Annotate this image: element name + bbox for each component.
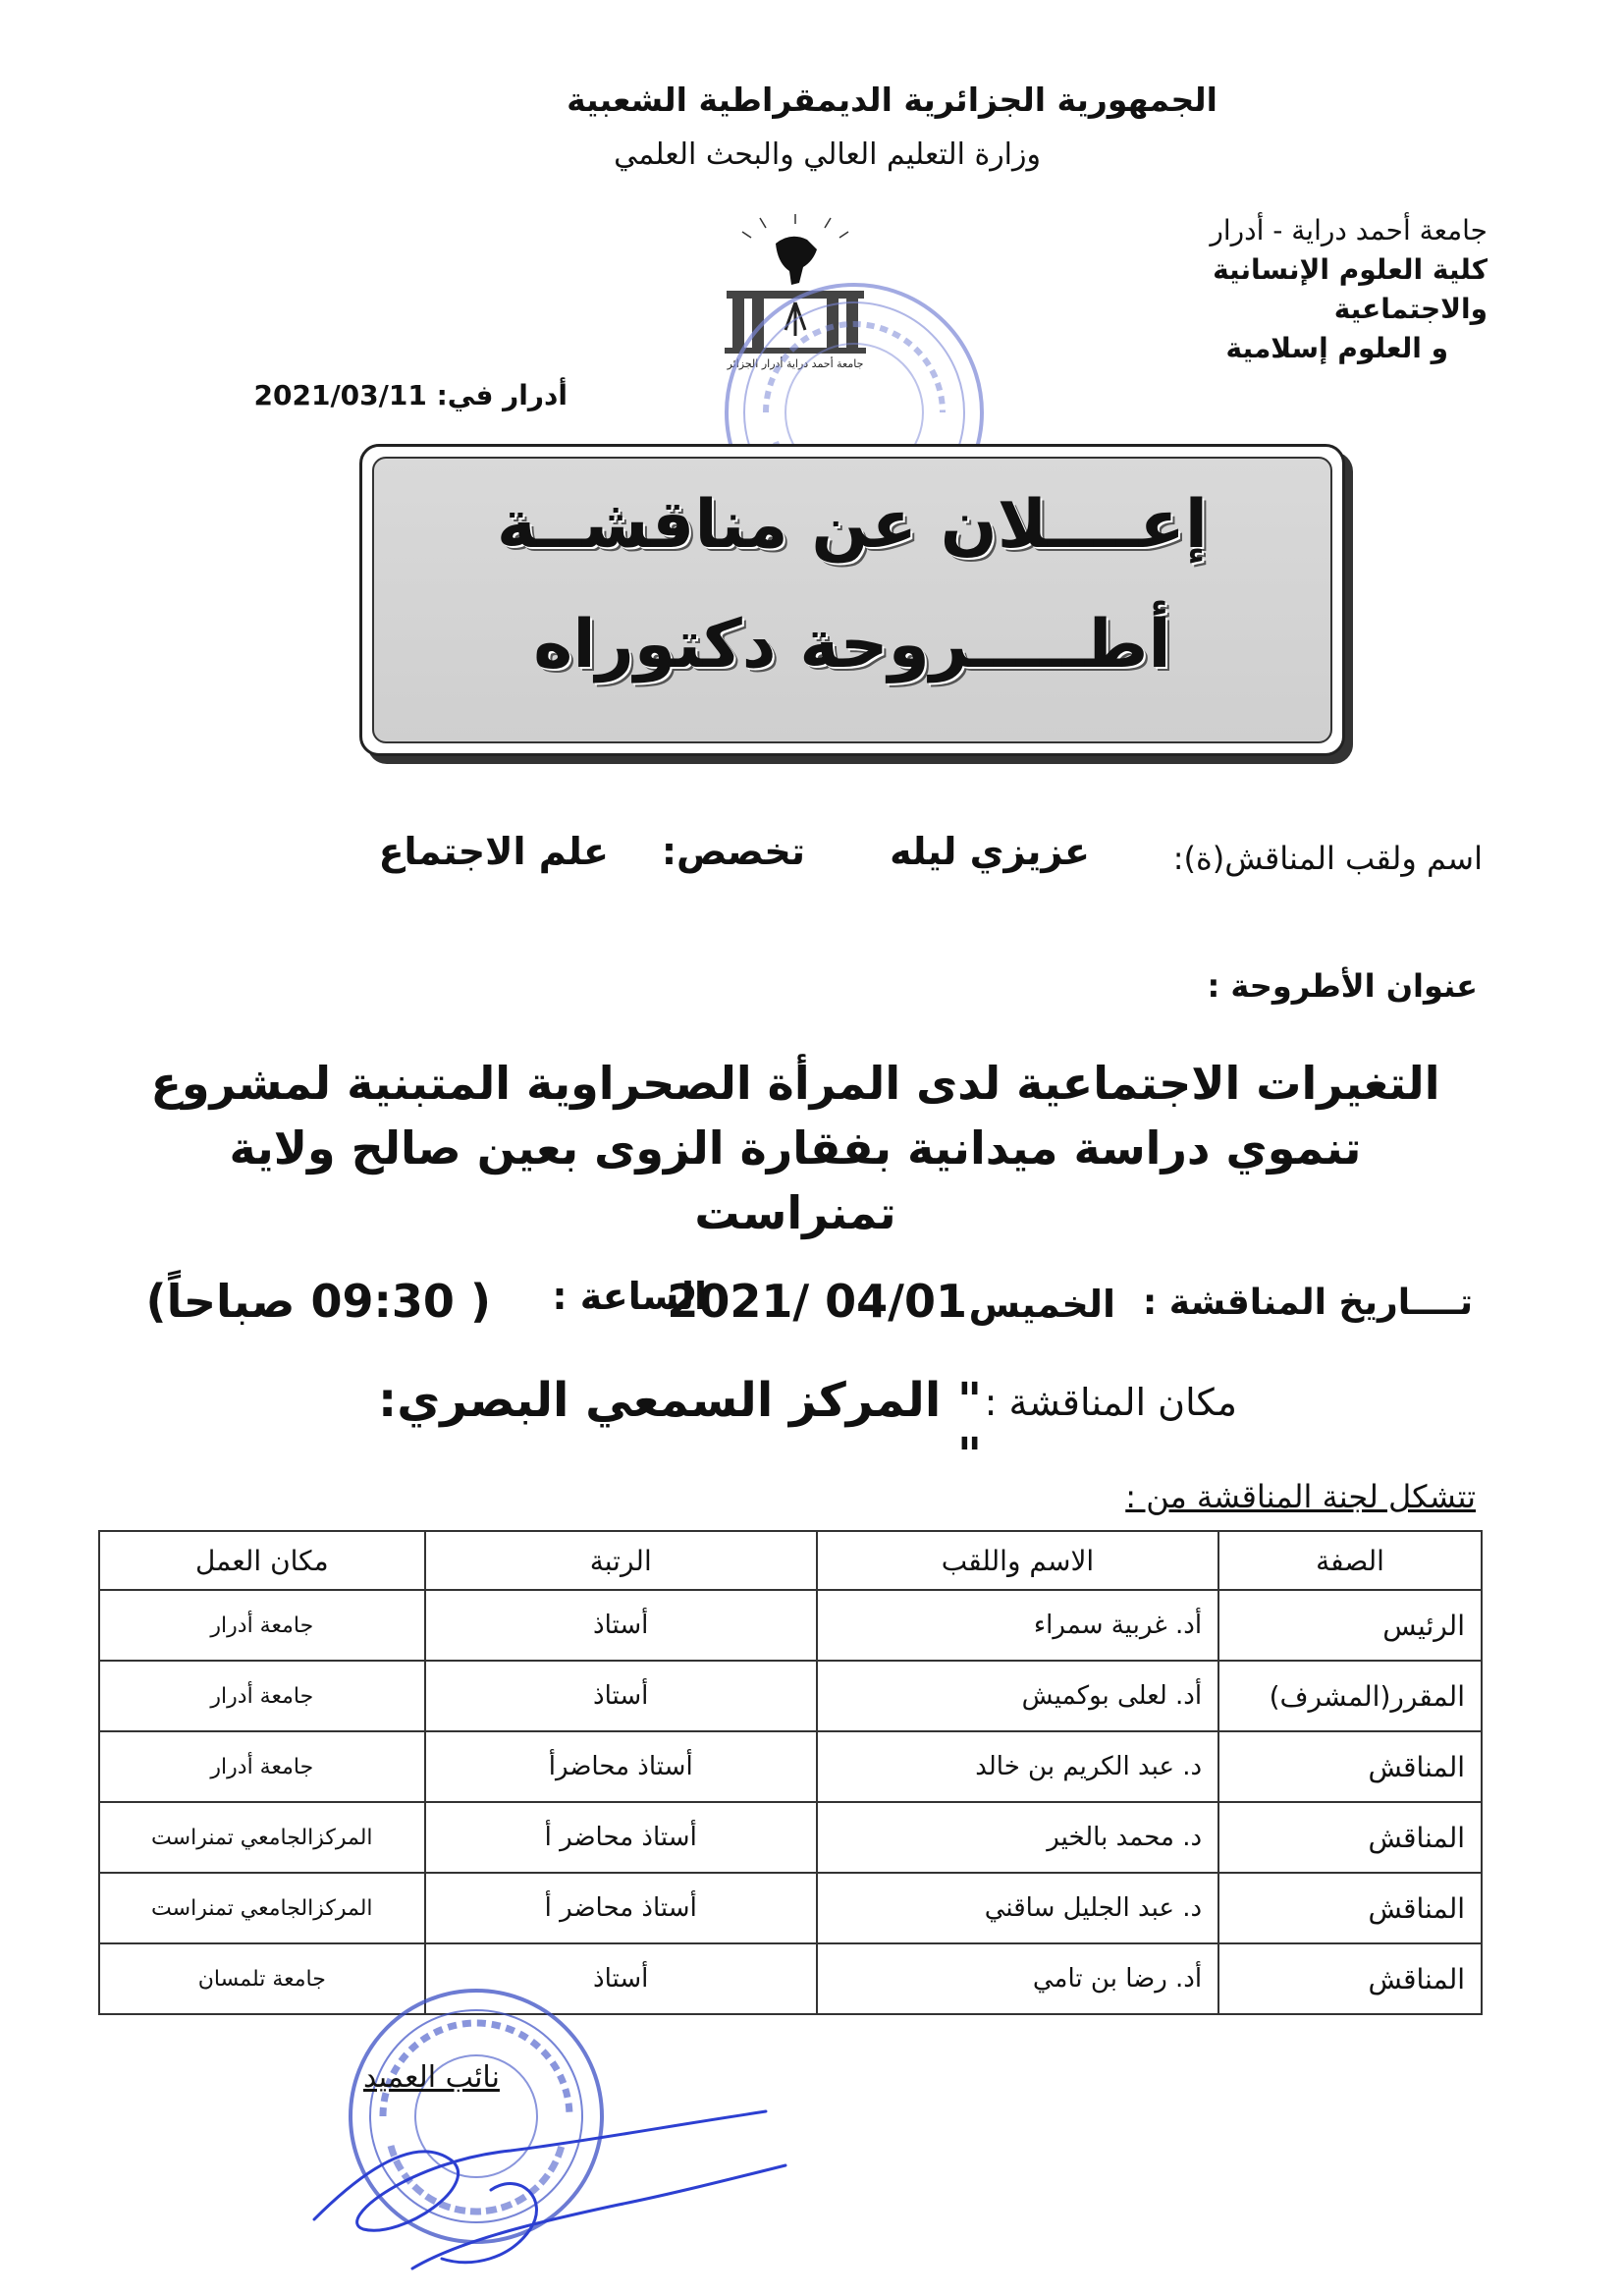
table-row: [99, 1731, 1482, 1802]
thesis-title-label: عنوان الأطروحة :: [1207, 967, 1478, 1005]
candidate-row: [285, 830, 1483, 889]
header-rank: الرتبة: [425, 1531, 817, 1590]
member-workplace: جامعة أدرار: [99, 1661, 425, 1731]
defense-venue-value: " المركز السمعي البصري: ": [378, 1373, 982, 1483]
thesis-title: [128, 1051, 1463, 1245]
table-row: [99, 1590, 1482, 1661]
defense-time-label: الساعة :: [552, 1275, 707, 1318]
handwritten-signature: [295, 2072, 805, 2288]
member-rank: أستاذ محاضر أ: [425, 1802, 817, 1873]
republic-title: الجمهورية الجزائرية الديمقراطية الشعبية: [567, 81, 1217, 119]
member-rank: أستاذ محاضر أ: [425, 1873, 817, 1943]
specialty-value: علم الاجتماع: [378, 830, 609, 873]
defense-date-row: [128, 1275, 1473, 1343]
faculty-line-2: و العلوم إسلامية: [1225, 332, 1448, 364]
member-rank: أستاذ: [425, 1590, 817, 1661]
defense-date-label: تــــاريخ المناقشة :: [1142, 1283, 1473, 1323]
faculty-line-1: كلية العلوم الإنسانية والاجتماعية: [1213, 253, 1488, 325]
table-row: [99, 1943, 1482, 2014]
logo-caption: جامعة أحمد دراية أدرار الجزائر: [727, 357, 864, 370]
header-name: الاسم واللقب: [817, 1531, 1218, 1590]
member-name: أد. غربية سمراء: [817, 1590, 1218, 1661]
member-name: د. عبد الكريم بن خالد: [817, 1731, 1218, 1802]
member-name: د. عبد الجليل ساقني: [817, 1873, 1218, 1943]
member-role: المناقش: [1218, 1802, 1482, 1873]
signature-title: نائب العميد: [363, 2060, 500, 2095]
member-name: أد. رضا بن تامي: [817, 1943, 1218, 2014]
candidate-label: اسم ولقب المناقش(ة):: [1172, 840, 1483, 877]
table-row: [99, 1802, 1482, 1873]
place-date-value: 2021/03/11: [253, 379, 427, 411]
defense-venue-row: [353, 1373, 1237, 1483]
member-rank: أستاذ محاضرأ: [425, 1731, 817, 1802]
defense-date-value: 2021/ 04/01: [667, 1275, 967, 1328]
defense-venue-label: مكان المناقشة :: [984, 1381, 1237, 1424]
specialty-label: تخصص:: [661, 830, 805, 873]
defense-day: الخميس: [968, 1283, 1115, 1326]
member-role: المقرر(المشرف): [1218, 1661, 1482, 1731]
header-workplace: مكان العمل: [99, 1531, 425, 1590]
member-workplace: جامعة أدرار: [99, 1590, 425, 1661]
member-role: المناقش: [1218, 1943, 1482, 2014]
member-workplace: المركزالجامعي تمنراست: [99, 1873, 425, 1943]
banner-panel: [372, 457, 1332, 743]
committee-table: [98, 1530, 1483, 2015]
place-date: [214, 379, 568, 411]
defense-time-value: ( 09:30 صباحاً): [145, 1275, 491, 1328]
member-workplace: جامعة أدرار: [99, 1731, 425, 1802]
university-block: [1075, 211, 1488, 368]
banner-title-line-1: إعــــلان عن مناقشــة: [496, 486, 1209, 564]
member-role: المناقش: [1218, 1731, 1482, 1802]
thesis-title-line-2: تنموي دراسة ميدانية بفقارة الزوى بعين صالح ولاية تمنراست: [229, 1121, 1362, 1239]
member-workplace: جامعة تلمسان: [99, 1943, 425, 2014]
ministry-title: وزارة التعليم العالي والبحث العلمي: [614, 137, 1041, 172]
member-name: أد. لعلى بوكميش: [817, 1661, 1218, 1731]
member-rank: أستاذ: [425, 1943, 817, 2014]
banner-title-line-2: أطـــــروحة دكتوراه: [533, 606, 1171, 683]
table-row: [99, 1661, 1482, 1731]
member-rank: أستاذ: [425, 1661, 817, 1731]
header-role: الصفة: [1218, 1531, 1482, 1590]
candidate-name: عزيزي ليله: [890, 830, 1090, 873]
committee-label: تتشكل لجنة المناقشة من :: [1125, 1478, 1476, 1515]
member-role: الرئيس: [1218, 1590, 1482, 1661]
member-role: المناقش: [1218, 1873, 1482, 1943]
member-workplace: المركزالجامعي تمنراست: [99, 1802, 425, 1873]
table-row: [99, 1873, 1482, 1943]
thesis-title-line-1: التغيرات الاجتماعية لدى المرأة الصحراوية المتبنية لمشروع: [150, 1057, 1440, 1110]
announcement-banner: [359, 444, 1345, 756]
university-name: جامعة أحمد دراية - أدرار: [1210, 214, 1488, 246]
member-name: د. محمد بالخير: [817, 1802, 1218, 1873]
place-date-label: أدرار في:: [436, 379, 568, 411]
committee-header-row: [99, 1531, 1482, 1590]
